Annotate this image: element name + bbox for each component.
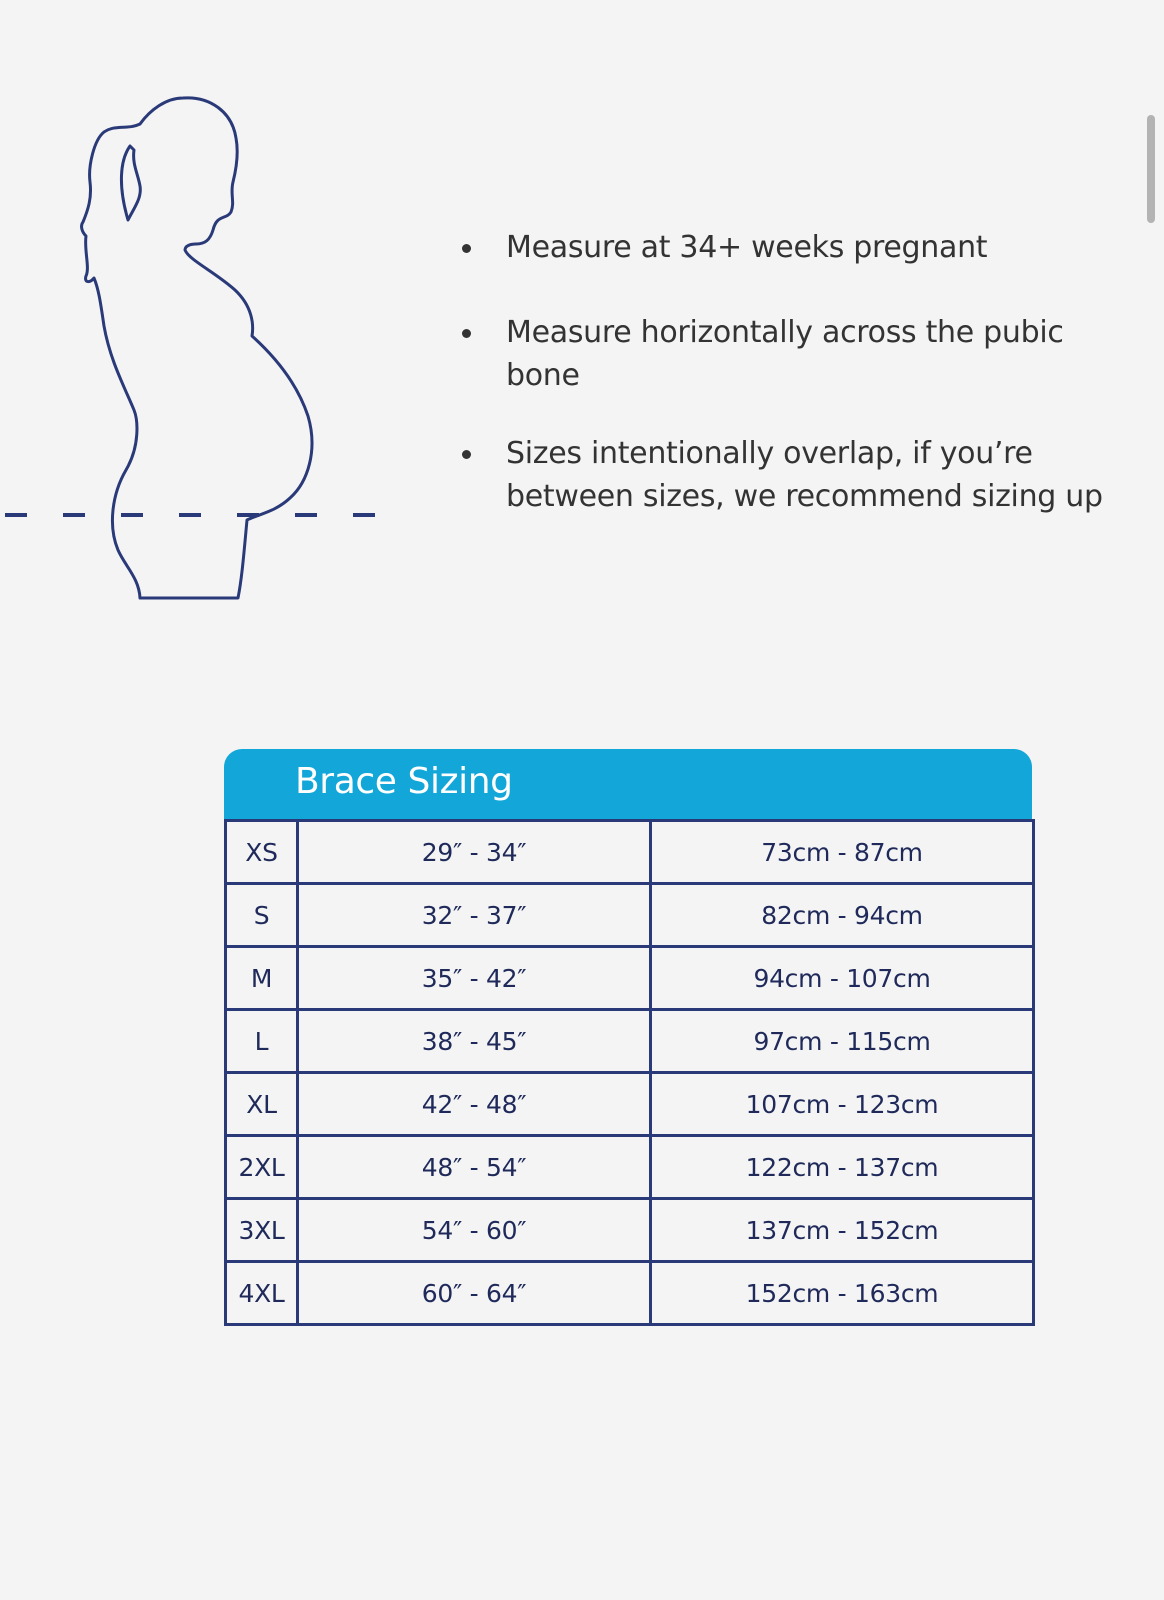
cm-cell: 122cm - 137cm: [651, 1136, 1034, 1199]
brace-sizing-table: [224, 749, 1032, 1326]
table-row: [226, 1136, 1034, 1199]
cm-cell: 82cm - 94cm: [651, 884, 1034, 947]
pregnant-silhouette-figure: [0, 90, 420, 610]
instruction-item: Measure at 34+ weeks pregnant: [462, 226, 1132, 269]
inches-cell: 32″ - 37″: [298, 884, 651, 947]
scrollbar-thumb[interactable]: [1147, 115, 1155, 223]
pregnant-silhouette-icon: [0, 90, 420, 610]
inches-cell: 42″ - 48″: [298, 1073, 651, 1136]
size-cell: S: [226, 884, 298, 947]
inches-cell: 35″ - 42″: [298, 947, 651, 1010]
instruction-item: Measure horizontally across the pubic bone: [462, 311, 1132, 397]
inches-cell: 29″ - 34″: [298, 821, 651, 884]
inches-cell: 48″ - 54″: [298, 1136, 651, 1199]
size-cell: 2XL: [226, 1136, 298, 1199]
silhouette-outline: [82, 98, 312, 598]
inches-cell: 54″ - 60″: [298, 1199, 651, 1262]
ponytail-detail: [121, 146, 140, 220]
cm-cell: 73cm - 87cm: [651, 821, 1034, 884]
size-cell: L: [226, 1010, 298, 1073]
cm-cell: 107cm - 123cm: [651, 1073, 1034, 1136]
table-row: [226, 821, 1034, 884]
size-cell: XL: [226, 1073, 298, 1136]
cm-cell: 97cm - 115cm: [651, 1010, 1034, 1073]
inches-cell: 60″ - 64″: [298, 1262, 651, 1325]
cm-cell: 137cm - 152cm: [651, 1199, 1034, 1262]
cm-cell: 152cm - 163cm: [651, 1262, 1034, 1325]
cm-cell: 94cm - 107cm: [651, 947, 1034, 1010]
table-row: [226, 1262, 1034, 1325]
measurement-instructions: [462, 226, 1132, 518]
table-header: [224, 749, 1032, 819]
table-row: [226, 947, 1034, 1010]
table-row: [226, 1010, 1034, 1073]
table-row: [226, 1073, 1034, 1136]
table-row: [226, 1199, 1034, 1262]
inches-cell: 38″ - 45″: [298, 1010, 651, 1073]
table-title: Brace Sizing: [295, 761, 513, 802]
instruction-item: Sizes intentionally overlap, if you’re between sizes, we recommend sizing up: [462, 432, 1132, 518]
size-cell: XS: [226, 821, 298, 884]
table-row: [226, 884, 1034, 947]
size-cell: M: [226, 947, 298, 1010]
size-cell: 3XL: [226, 1199, 298, 1262]
sizes-table: [224, 819, 1035, 1326]
size-cell: 4XL: [226, 1262, 298, 1325]
